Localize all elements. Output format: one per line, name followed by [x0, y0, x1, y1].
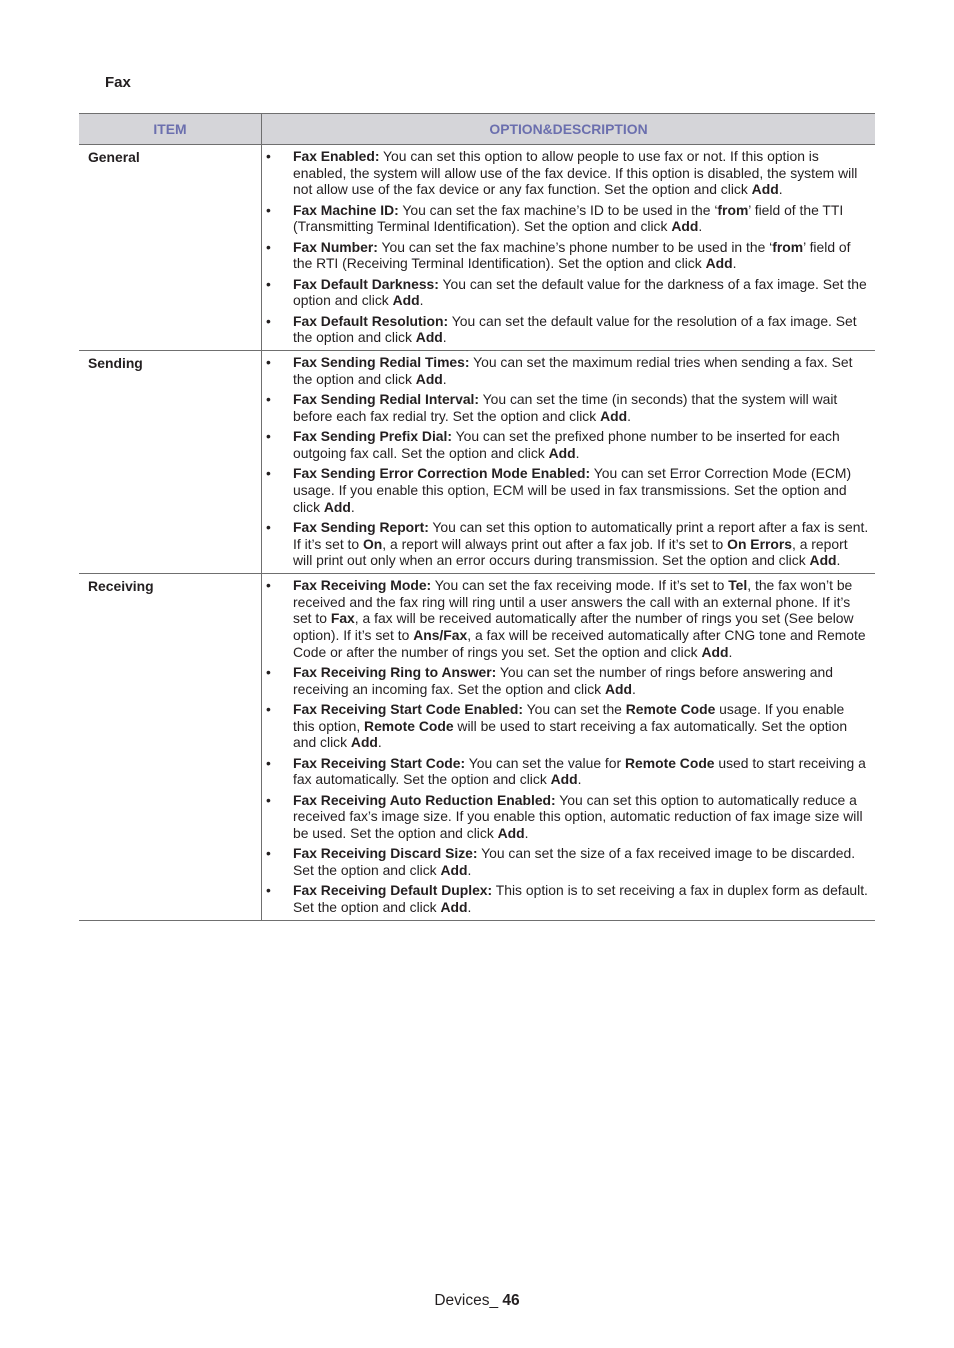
option-text: .	[419, 292, 424, 309]
page-footer	[0, 1292, 954, 1310]
bold-text: Ans/Fax	[413, 627, 468, 644]
option-text: .	[577, 771, 582, 788]
bold-text: Remote Code	[625, 754, 715, 771]
bold-text: Add	[415, 370, 443, 387]
option-text: will be used to start receiving a fax automatically. Set the option and click	[293, 717, 848, 751]
bold-text: Fax Receiving Auto Reduction Enabled:	[293, 791, 556, 808]
option-text: You can set the prefixed phone number to be inserted for each outgoing fax call. Set the option and click	[293, 428, 840, 461]
bullet-icon: •	[266, 238, 271, 255]
bold-text: Fax	[330, 610, 355, 627]
option-text: You can set the default value for the darkness of a fax image. Set the option and click	[293, 275, 867, 309]
header-item: ITEM	[79, 114, 262, 145]
bullet-icon: •	[266, 312, 271, 329]
option-item	[266, 276, 869, 309]
option-text: .	[575, 444, 580, 461]
option-text: You can set the maximum redial tries when sending a fax. Set the option and click	[293, 354, 853, 387]
option-text: usage. If you enable this option,	[293, 701, 845, 734]
bold-text: Fax Sending Report:	[293, 518, 429, 535]
option-item	[266, 519, 869, 569]
option-text: You can set the	[523, 701, 626, 718]
option-text: .	[467, 862, 472, 879]
bullet-icon: •	[266, 664, 271, 681]
row-item-label: General	[79, 145, 262, 351]
header-option-description: OPTION&DESCRIPTION	[262, 114, 876, 145]
option-item	[266, 845, 869, 878]
option-item	[266, 792, 869, 842]
bold-text: Remote Code	[364, 717, 454, 734]
bold-text: Add	[392, 292, 420, 309]
bullet-icon: •	[266, 201, 271, 218]
bold-text: Add	[497, 825, 525, 842]
bold-text: Add	[440, 899, 468, 916]
option-text: You can set Error Correction Mode (ECM) usage. If you enable this option, ECM will be used in fax transmissions. Set the option and click	[293, 465, 852, 515]
bold-text: Fax Receiving Ring to Answer:	[293, 664, 497, 681]
bold-text: Add	[548, 444, 576, 461]
option-text: .	[377, 734, 382, 751]
table-row	[79, 573, 875, 920]
bold-text: Add	[550, 771, 578, 788]
bold-text: Fax Receiving Mode:	[293, 576, 432, 593]
option-item	[266, 202, 869, 235]
bold-text: Fax Enabled:	[293, 148, 380, 164]
option-item	[266, 354, 869, 387]
bullet-icon: •	[266, 148, 271, 164]
bullet-icon: •	[266, 845, 271, 862]
option-text: , a report will always print out after a fax job. If it’s set to	[382, 535, 728, 552]
bullet-icon: •	[266, 391, 271, 408]
option-text: .	[698, 218, 703, 235]
bold-text: Tel	[728, 576, 748, 593]
bold-text: Add	[604, 680, 632, 697]
row-description	[262, 573, 876, 920]
bold-text: On	[363, 535, 383, 552]
option-text: You can set this option to automatically reduce a received fax’s image size. If you enable this option, automatic reduction of fax image size will be used. Set the option and click	[293, 791, 863, 842]
option-item	[266, 664, 869, 697]
bold-text: Fax Receiving Default Duplex:	[293, 882, 493, 899]
bold-text: Fax Sending Error Correction Mode Enabled:	[293, 465, 591, 482]
option-item	[266, 577, 869, 661]
option-text: .	[524, 825, 529, 842]
bold-text: Fax Default Resolution:	[293, 312, 449, 329]
option-text: , a fax will be received automatically after CNG tone and Remote Code or after the number of rings you set. Set the option and click	[293, 627, 866, 660]
option-text: .	[467, 899, 472, 916]
option-text: .	[627, 407, 631, 424]
option-text: .	[732, 255, 737, 272]
bold-text: Add	[701, 643, 729, 660]
option-text: .	[728, 643, 733, 660]
fax-options-table	[79, 113, 875, 921]
option-text: This option is to set receiving a fax in duplex form as default. Set the option and click	[293, 882, 868, 916]
bullet-icon: •	[266, 576, 271, 593]
bold-text: Add	[323, 498, 351, 515]
bold-text: Fax Sending Redial Interval:	[293, 391, 480, 408]
bold-text: Add	[415, 329, 443, 346]
row-item-label: Sending	[79, 351, 262, 574]
bullet-icon: •	[266, 701, 271, 718]
bold-text: Fax Receiving Discard Size:	[293, 845, 478, 862]
bold-text: Add	[600, 407, 628, 424]
option-text: .	[836, 552, 841, 569]
option-item	[266, 391, 869, 424]
bullet-icon: •	[266, 882, 271, 899]
bold-text: Fax Receiving Start Code:	[293, 754, 466, 771]
option-text: , a report will print out only when an error occurs during transmission. Set the option and click	[293, 535, 848, 569]
bold-text: Add	[809, 552, 837, 569]
option-text: , the fax won’t be received and the fax ring will ring until a user answers the call with an external phone. If it’s set to	[293, 576, 853, 627]
option-text: ’ field of the TTI (Transmitting Terminal Identification). Set the option and click	[293, 201, 844, 235]
bullet-icon: •	[266, 428, 271, 445]
option-item	[266, 465, 869, 515]
bold-text: Fax Receiving Start Code Enabled:	[293, 701, 524, 718]
bold-text: Add	[705, 255, 733, 272]
bold-text: Fax Default Darkness:	[293, 275, 439, 292]
bold-text: Fax Sending Prefix Dial:	[293, 428, 453, 445]
option-item	[266, 239, 869, 272]
option-item	[266, 882, 869, 915]
option-text: You can set the fax machine’s phone number to be used in the ‘	[377, 238, 773, 255]
bold-text: Add	[440, 862, 468, 879]
option-text: , a fax will be received automatically after the number of rings you set (See below option). If it’s set to	[293, 610, 854, 644]
table-header-row	[79, 114, 875, 145]
bold-text: Add	[671, 218, 699, 235]
bullet-icon: •	[266, 754, 271, 771]
bold-text: Add	[751, 181, 779, 198]
option-text: .	[442, 370, 447, 387]
bullet-icon: •	[266, 275, 271, 292]
option-text: used to start receiving a fax automatically. Set the option and click	[293, 754, 866, 788]
option-item	[266, 755, 869, 788]
option-text: You can set the fax machine’s ID to be used in the ‘	[398, 201, 718, 218]
table-row	[79, 145, 875, 351]
option-text: You can set the default value for the resolution of a fax image. Set the option and click	[293, 312, 857, 346]
bullet-icon: •	[266, 518, 271, 535]
bold-text: On Errors	[727, 535, 792, 552]
option-text: You can set this option to allow people to use fax or not. If this option is enabled, the system will allow use of the fax device. If this option is disabled, the system will not allow use of the fax device or any fax function. Set the option and click	[293, 148, 858, 198]
bold-text: Add	[350, 734, 378, 751]
bold-text: Fax Machine ID:	[293, 201, 399, 218]
row-item-label: Receiving	[79, 573, 262, 920]
bullet-icon: •	[266, 465, 271, 482]
table-row	[79, 351, 875, 574]
option-text: .	[350, 498, 355, 515]
option-text: .	[631, 680, 636, 697]
bullet-icon: •	[266, 354, 271, 371]
option-text: You can set the number of rings before answering and receiving an incoming fax. Set the option and click	[293, 664, 833, 697]
option-list	[266, 148, 869, 346]
option-text: You can set this option to automatically print a report after a fax is sent. If it’s set to	[293, 518, 869, 552]
option-text: You can set the size of a fax received image to be discarded. Set the option and click	[293, 845, 856, 879]
row-description	[262, 351, 876, 574]
option-list	[266, 354, 869, 569]
option-item	[266, 428, 869, 461]
section-title: Fax	[105, 74, 131, 91]
option-item	[266, 701, 869, 751]
bold-text: Remote Code	[625, 701, 716, 718]
option-item	[266, 148, 869, 198]
bullet-icon: •	[266, 791, 271, 808]
option-text: You can set the value for	[465, 754, 625, 771]
footer-label: Devices_	[434, 1292, 499, 1309]
option-list	[266, 577, 869, 916]
row-description	[262, 145, 876, 351]
bold-text: Fax Number:	[293, 238, 378, 255]
bold-text: from	[772, 238, 804, 255]
bold-text: from	[717, 201, 749, 218]
option-text: You can set the time (in seconds) that the system will wait before each fax redial try. Set the option and click	[293, 391, 838, 424]
page-number: 46	[502, 1292, 520, 1309]
option-text: .	[778, 181, 783, 198]
option-text: .	[442, 329, 447, 346]
table-body	[79, 145, 875, 921]
option-text: ’ field of the RTI (Receiving Terminal Identification). Set the option and click	[293, 238, 851, 272]
option-item	[266, 313, 869, 346]
option-text: You can set the fax receiving mode. If it’s set to	[431, 576, 729, 593]
bold-text: Fax Sending Redial Times:	[293, 354, 470, 371]
